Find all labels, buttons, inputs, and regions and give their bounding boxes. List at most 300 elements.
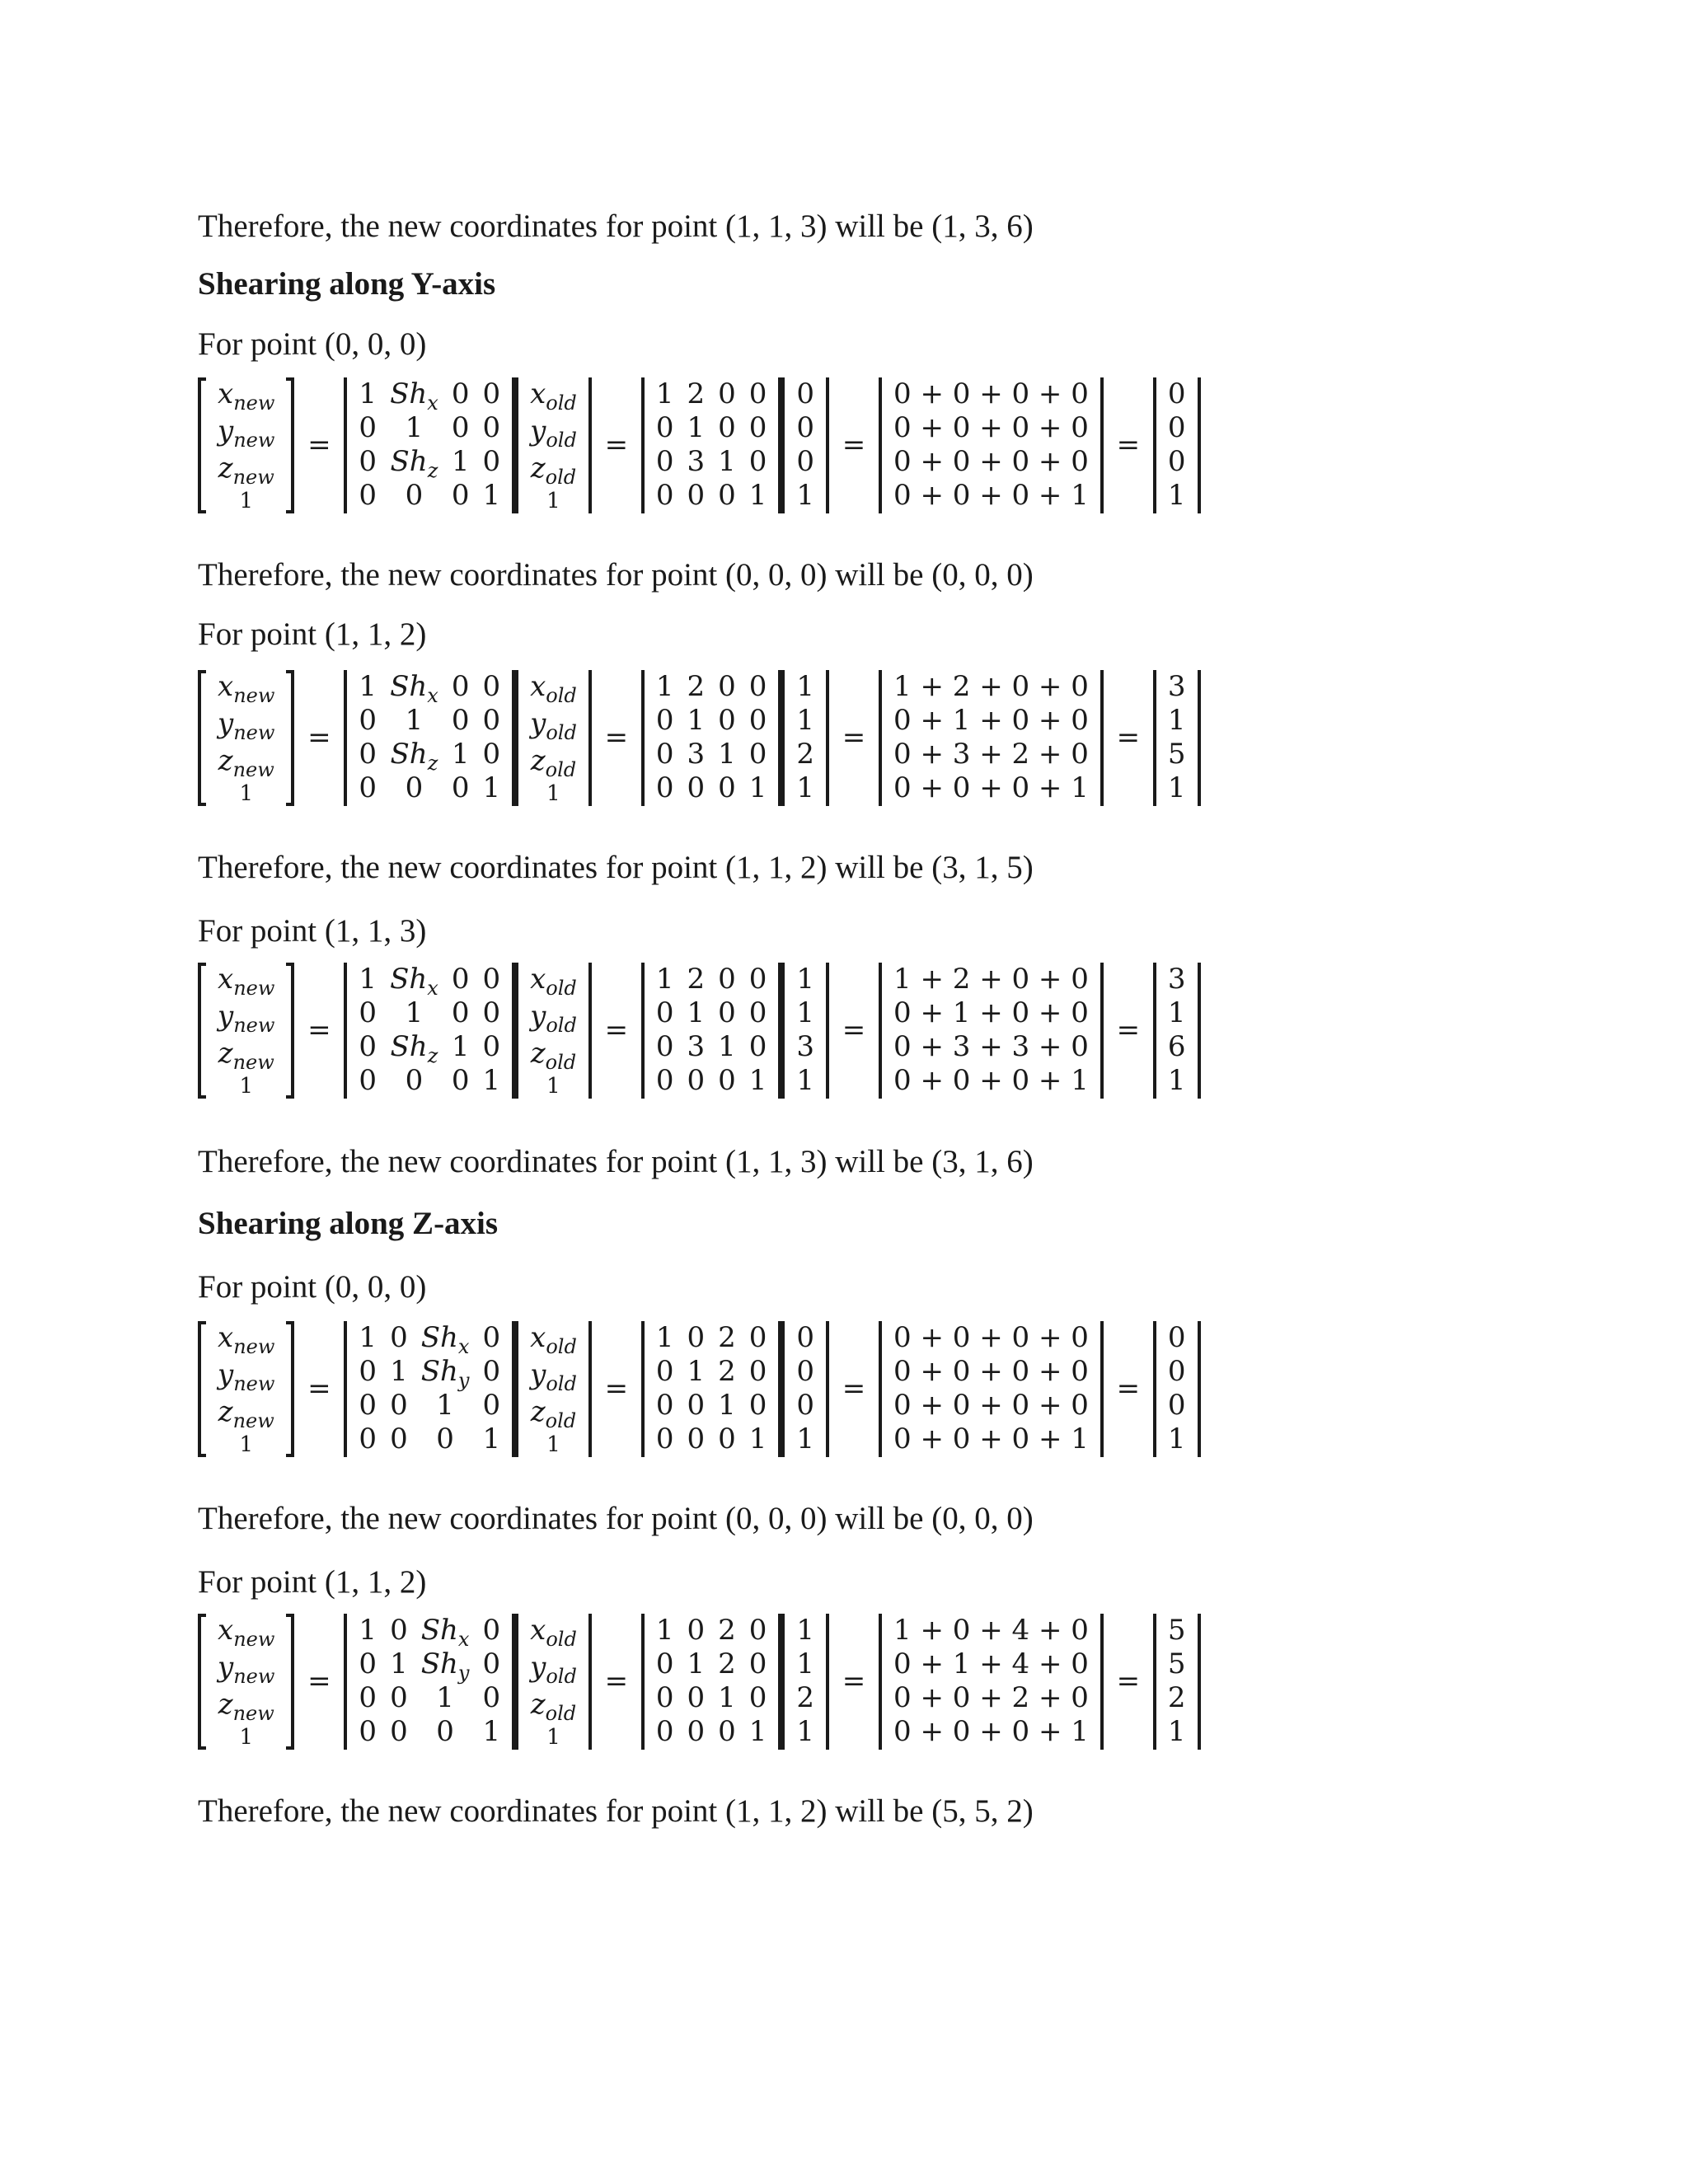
new-coordinates-vector-cell: $z_{new}$ (218, 451, 274, 489)
result-vector-cell: 0 (1167, 1354, 1186, 1388)
shear-matrix-cell: 0 (390, 1389, 408, 1422)
numeric-shear-matrix-cell: 1 (718, 1389, 736, 1422)
shear-matrix-cell: 0 (482, 1030, 501, 1064)
numeric-shear-matrix-cell: 0 (655, 445, 674, 479)
result-vector-cells (1156, 963, 1198, 1099)
result-vector (1153, 377, 1201, 513)
numeric-shear-matrix-cell: 0 (655, 771, 674, 805)
shear-matrix (344, 1321, 515, 1457)
point-vector (781, 670, 829, 806)
new-coordinates-vector-cell: $z_{new}$ (218, 1687, 274, 1725)
old-coordinates-vector-cell: $z_{old}$ (530, 1394, 577, 1432)
numeric-shear-matrix-cells (645, 1321, 779, 1457)
shear-matrix-cells (347, 963, 512, 1099)
numeric-shear-matrix-cell: 0 (748, 1320, 767, 1354)
sum-vector-cells (882, 377, 1100, 513)
shear-matrix-cell: 0 (482, 1613, 501, 1647)
numeric-shear-matrix-cell: 0 (655, 703, 674, 737)
old-coordinates-vector (515, 1321, 592, 1457)
point-vector (781, 1321, 829, 1457)
old-coordinates-vector-cell: 1 (546, 1073, 560, 1099)
new-coordinates-vector-cell: $z_{new}$ (218, 1394, 274, 1432)
sum-vector-cell: 0 + 0 + 0 + 1 (893, 1064, 1089, 1098)
numeric-shear-matrix-cell: 0 (718, 996, 736, 1029)
shear-matrix-cell: 0 (359, 1389, 377, 1422)
numeric-shear-matrix-cell: 0 (687, 1064, 706, 1098)
shear-matrix-cell: 1 (359, 1613, 377, 1647)
numeric-shear-matrix-cell: 0 (748, 996, 767, 1029)
result-vector-cell: 0 (1167, 445, 1186, 479)
new-coordinates-vector-cells (206, 1614, 286, 1750)
equals-sign: = (842, 721, 866, 754)
old-coordinates-vector-cell: $y_{old}$ (530, 1650, 577, 1688)
point-vector-cell: 1 (796, 703, 815, 737)
result-vector-cell: 2 (1167, 1681, 1186, 1715)
shear-matrix-cell: 0 (436, 1715, 454, 1749)
paragraph: Therefore, the new coordinates for point (0, 0, 0) will be (0, 0, 0) (198, 1501, 1034, 1536)
result-vector (1153, 670, 1201, 806)
sum-vector-right-bracket (1100, 670, 1104, 806)
new-coordinates-vector-cell: 1 (239, 488, 253, 513)
shear-matrix-cell: 0 (482, 410, 501, 444)
new-coordinates-vector-left-bracket (198, 1321, 206, 1457)
numeric-shear-matrix-cell: 0 (655, 1030, 674, 1064)
old-coordinates-vector-cell: $z_{old}$ (530, 1036, 577, 1074)
result-vector-cell: 1 (1167, 771, 1186, 805)
new-coordinates-vector (198, 377, 294, 513)
point-vector-cell: 1 (796, 1715, 815, 1749)
numeric-shear-matrix-cell: 0 (687, 1389, 706, 1422)
numeric-shear-matrix-cell: 0 (655, 738, 674, 771)
new-coordinates-vector-right-bracket (286, 1321, 294, 1457)
numeric-shear-matrix-cell: 1 (687, 410, 706, 444)
shear-matrix (344, 1614, 515, 1750)
point-vector-cell: 1 (796, 1613, 815, 1647)
numeric-shear-matrix (641, 670, 782, 806)
sum-vector-cell: 0 + 1 + 4 + 0 (893, 1647, 1089, 1680)
shear-matrix-cell: 0 (390, 1681, 408, 1715)
numeric-shear-matrix-cell: 0 (748, 1681, 767, 1715)
point-vector-cell: 0 (796, 1389, 815, 1422)
numeric-shear-matrix-cell: 0 (718, 703, 736, 737)
shear-matrix-cell: 1 (405, 410, 424, 444)
result-vector-cell: 3 (1167, 962, 1186, 996)
result-vector-cell: 1 (1167, 1715, 1186, 1749)
numeric-shear-matrix-cell: 0 (687, 1320, 706, 1354)
result-vector (1153, 1614, 1201, 1750)
shear-matrix-cell: 1 (482, 1422, 501, 1456)
sum-vector (879, 963, 1104, 1099)
result-vector-cells (1156, 1321, 1198, 1457)
point-vector-right-bracket (826, 1321, 829, 1457)
shear-matrix-cell: 0 (482, 1320, 501, 1354)
new-coordinates-vector-left-bracket (198, 1614, 206, 1750)
numeric-shear-matrix-cell: 0 (748, 445, 767, 479)
shear-matrix-cell: 0 (482, 738, 501, 771)
new-coordinates-vector-cell: $y_{new}$ (218, 414, 275, 452)
numeric-shear-matrix-cell: 1 (718, 1681, 736, 1715)
sum-vector-right-bracket (1100, 377, 1104, 513)
shear-matrix-cell: 0 (405, 479, 424, 513)
result-vector-cell: 0 (1167, 377, 1186, 410)
new-coordinates-vector-cell: $y_{new}$ (218, 706, 275, 744)
sum-vector-right-bracket (1100, 963, 1104, 1099)
shear-matrix-cell: 0 (482, 445, 501, 479)
point-vector-cell: 1 (796, 996, 815, 1029)
equals-sign: = (604, 721, 629, 754)
paragraph: For point (0, 0, 0) (198, 326, 427, 362)
numeric-shear-matrix-cell: 0 (718, 1422, 736, 1456)
shear-matrix-cell: $Sh_z$ (390, 738, 438, 775)
shear-matrix-cell: 1 (436, 1389, 454, 1422)
shear-matrix-cell: 0 (405, 1064, 424, 1098)
matrix-equation (198, 668, 1269, 808)
shear-matrix-cell: 0 (451, 410, 470, 444)
shear-matrix-cell: 0 (482, 1681, 501, 1715)
sum-vector-cells (882, 1321, 1100, 1457)
numeric-shear-matrix-cell: 0 (655, 1715, 674, 1749)
point-vector-right-bracket (826, 963, 829, 1099)
sum-vector-cell: 0 + 0 + 0 + 0 (893, 1320, 1089, 1354)
new-coordinates-vector (198, 963, 294, 1099)
shear-matrix-cell: 0 (451, 669, 470, 703)
old-coordinates-vector-right-bracket (588, 1321, 592, 1457)
shear-matrix-cell: 0 (451, 962, 470, 996)
numeric-shear-matrix-cell: 0 (655, 1064, 674, 1098)
point-vector (781, 1614, 829, 1750)
point-vector-cell: 1 (796, 1422, 815, 1456)
numeric-shear-matrix-cell: 0 (718, 377, 736, 410)
new-coordinates-vector-right-bracket (286, 377, 294, 513)
sum-vector (879, 670, 1104, 806)
point-vector-right-bracket (826, 377, 829, 513)
numeric-shear-matrix-cell: 1 (687, 703, 706, 737)
shear-matrix-cell: 1 (482, 479, 501, 513)
shear-matrix-cell: 0 (482, 1389, 501, 1422)
point-vector-right-bracket (826, 670, 829, 806)
numeric-shear-matrix-cell: 1 (748, 1422, 767, 1456)
shear-matrix-cell: 0 (482, 377, 501, 410)
old-coordinates-vector-cell: $z_{old}$ (530, 1687, 577, 1725)
numeric-shear-matrix-cell: 3 (687, 738, 706, 771)
shear-matrix-cell: $Sh_x$ (390, 962, 438, 1000)
shear-matrix-cell: 1 (451, 1030, 470, 1064)
paragraph: For point (1, 1, 2) (198, 1564, 427, 1600)
new-coordinates-vector-right-bracket (286, 1614, 294, 1750)
numeric-shear-matrix-cell: 0 (655, 479, 674, 513)
point-vector-cell: 0 (796, 377, 815, 410)
sum-vector-cell: 1 + 2 + 0 + 0 (893, 962, 1089, 996)
shear-matrix-cell: 0 (451, 1064, 470, 1098)
old-coordinates-vector-cell: $y_{old}$ (530, 706, 577, 744)
sum-vector-cell: 1 + 2 + 0 + 0 (893, 669, 1089, 703)
shear-matrix-cell: 0 (359, 445, 377, 479)
result-vector-right-bracket (1198, 670, 1201, 806)
result-vector-cells (1156, 1614, 1198, 1750)
numeric-shear-matrix-cell: 1 (748, 771, 767, 805)
result-vector-cell: 1 (1167, 479, 1186, 513)
result-vector-cell: 6 (1167, 1030, 1186, 1064)
shear-matrix-cell: 0 (359, 1354, 377, 1388)
numeric-shear-matrix-cell: 1 (718, 445, 736, 479)
shear-matrix-cell: 0 (359, 771, 377, 805)
paragraph: For point (1, 1, 3) (198, 913, 427, 949)
point-vector-cell: 3 (796, 1030, 815, 1064)
equals-sign: = (604, 1665, 629, 1698)
point-vector-cells (785, 1614, 826, 1750)
sum-vector-cell: 0 + 0 + 0 + 1 (893, 479, 1089, 513)
numeric-shear-matrix-cells (645, 670, 779, 806)
shear-matrix-cell: 0 (451, 479, 470, 513)
shear-matrix (344, 670, 515, 806)
shear-matrix-cells (347, 1321, 512, 1457)
shear-matrix-cell: 0 (451, 771, 470, 805)
sum-vector-cell: 0 + 0 + 0 + 1 (893, 1422, 1089, 1456)
sum-vector (879, 1321, 1104, 1457)
shear-matrix-cell: 0 (359, 1422, 377, 1456)
numeric-shear-matrix-cell: 0 (718, 1715, 736, 1749)
new-coordinates-vector-left-bracket (198, 963, 206, 1099)
new-coordinates-vector-cells (206, 377, 286, 513)
shear-matrix-cell: 1 (482, 1715, 501, 1749)
matrix-equation (198, 375, 1269, 515)
shear-matrix (344, 377, 515, 513)
result-vector-cell: 0 (1167, 1389, 1186, 1422)
new-coordinates-vector-cell: $y_{new}$ (218, 1357, 275, 1395)
shear-matrix-cell: $Sh_z$ (390, 1030, 438, 1067)
new-coordinates-vector-cell: 1 (239, 1724, 253, 1750)
point-vector-cell: 2 (796, 1681, 815, 1715)
point-vector-cells (785, 377, 826, 513)
shear-matrix-cell: 0 (482, 669, 501, 703)
shear-matrix-cell: 0 (451, 996, 470, 1029)
shear-matrix-cell: 1 (359, 669, 377, 703)
new-coordinates-vector-cell: 1 (239, 1432, 253, 1457)
numeric-shear-matrix-cell: 0 (718, 962, 736, 996)
new-coordinates-vector-cell: $y_{new}$ (218, 1650, 275, 1688)
new-coordinates-vector-cell: 1 (239, 1073, 253, 1099)
point-vector-cell: 1 (796, 669, 815, 703)
sum-vector-cell: 1 + 0 + 4 + 0 (893, 1613, 1089, 1647)
point-vector-cell: 1 (796, 479, 815, 513)
new-coordinates-vector-left-bracket (198, 377, 206, 513)
new-coordinates-vector-cells (206, 670, 286, 806)
numeric-shear-matrix-cell: 0 (687, 1422, 706, 1456)
result-vector-cells (1156, 377, 1198, 513)
sum-vector-cell: 0 + 0 + 0 + 0 (893, 1354, 1089, 1388)
point-vector-cell: 0 (796, 1354, 815, 1388)
equals-sign: = (307, 1665, 331, 1698)
numeric-shear-matrix-cell: 0 (687, 479, 706, 513)
paragraph: Therefore, the new coordinates for point (1, 1, 3) will be (3, 1, 6) (198, 1144, 1034, 1179)
numeric-shear-matrix-cell: 0 (748, 377, 767, 410)
old-coordinates-vector-cell: 1 (546, 1432, 560, 1457)
numeric-shear-matrix-cell: 0 (748, 962, 767, 996)
sum-vector-cell: 0 + 1 + 0 + 0 (893, 996, 1089, 1029)
point-vector-cell: 1 (796, 962, 815, 996)
sum-vector-cell: 0 + 0 + 0 + 0 (893, 1389, 1089, 1422)
equals-sign: = (1116, 1014, 1141, 1047)
sum-vector-cells (882, 963, 1100, 1099)
shear-matrix-cell: 0 (359, 996, 377, 1029)
shear-matrix-cell: 0 (482, 1354, 501, 1388)
equals-sign: = (307, 721, 331, 754)
numeric-shear-matrix (641, 1321, 782, 1457)
old-coordinates-vector-cells (518, 1321, 588, 1457)
equals-sign: = (1116, 721, 1141, 754)
equals-sign: = (307, 1372, 331, 1405)
numeric-shear-matrix-cell: 0 (655, 996, 674, 1029)
equals-sign: = (842, 1665, 866, 1698)
sum-vector-right-bracket (1100, 1614, 1104, 1750)
numeric-shear-matrix-cell: 3 (687, 445, 706, 479)
numeric-shear-matrix-cell: 2 (718, 1613, 736, 1647)
shear-matrix-cell: 0 (482, 962, 501, 996)
old-coordinates-vector-cell: 1 (546, 488, 560, 513)
shear-matrix-cell: 0 (451, 377, 470, 410)
sum-vector-cells (882, 670, 1100, 806)
equals-sign: = (604, 1372, 629, 1405)
shear-matrix-cell: 0 (405, 771, 424, 805)
shear-matrix-cell: 1 (390, 1647, 408, 1680)
shear-matrix-cell: 1 (359, 962, 377, 996)
numeric-shear-matrix (641, 1614, 782, 1750)
equals-sign: = (1116, 1372, 1141, 1405)
numeric-shear-matrix-cell: 2 (718, 1320, 736, 1354)
result-vector-cell: 5 (1167, 1613, 1186, 1647)
sum-vector-cells (882, 1614, 1100, 1750)
old-coordinates-vector-cells (518, 377, 588, 513)
new-coordinates-vector-cell: $x_{new}$ (218, 1613, 275, 1651)
result-vector-right-bracket (1198, 1614, 1201, 1750)
point-vector-cell: 1 (796, 1064, 815, 1098)
shear-matrix-cells (347, 377, 512, 513)
shear-matrix-cell: 0 (390, 1613, 408, 1647)
old-coordinates-vector-cell: $x_{old}$ (530, 1320, 577, 1358)
sum-vector-cell: 0 + 3 + 2 + 0 (893, 738, 1089, 771)
section-heading: Shearing along Z-axis (198, 1206, 499, 1241)
new-coordinates-vector-cell: $z_{new}$ (218, 743, 274, 781)
old-coordinates-vector-cell: $z_{old}$ (530, 451, 577, 489)
numeric-shear-matrix-cell: 0 (687, 771, 706, 805)
shear-matrix-cell: $Sh_y$ (420, 1647, 470, 1685)
point-vector-cell: 0 (796, 445, 815, 479)
point-vector (781, 377, 829, 513)
result-vector-cell: 0 (1167, 410, 1186, 444)
result-vector-cells (1156, 670, 1198, 806)
equals-sign: = (842, 1372, 866, 1405)
result-vector-cell: 1 (1167, 1422, 1186, 1456)
numeric-shear-matrix-cell: 0 (748, 1613, 767, 1647)
shear-matrix-cell: 0 (390, 1320, 408, 1354)
numeric-shear-matrix-cell: 0 (655, 1389, 674, 1422)
numeric-shear-matrix-cells (645, 377, 779, 513)
shear-matrix-cell: 0 (359, 703, 377, 737)
shear-matrix-cells (347, 670, 512, 806)
matrix-equation (198, 1611, 1269, 1751)
paragraph: Therefore, the new coordinates for point (0, 0, 0) will be (0, 0, 0) (198, 557, 1034, 593)
sum-vector-cell: 0 + 0 + 2 + 0 (893, 1681, 1089, 1715)
shear-matrix-cell: 1 (482, 771, 501, 805)
numeric-shear-matrix-cell: 0 (748, 703, 767, 737)
numeric-shear-matrix-cell: 0 (718, 669, 736, 703)
sum-vector-cell: 0 + 0 + 0 + 1 (893, 1715, 1089, 1749)
shear-matrix-cell: $Sh_z$ (390, 445, 438, 482)
point-vector-cell: 1 (796, 1647, 815, 1680)
numeric-shear-matrix-cell: 1 (748, 479, 767, 513)
shear-matrix-cell: 1 (359, 377, 377, 410)
shear-matrix-cell: $Sh_y$ (420, 1354, 470, 1392)
old-coordinates-vector-right-bracket (588, 670, 592, 806)
new-coordinates-vector-cell: $x_{new}$ (218, 962, 275, 1000)
new-coordinates-vector-cells (206, 963, 286, 1099)
result-vector-right-bracket (1198, 1321, 1201, 1457)
result-vector-cell: 1 (1167, 1064, 1186, 1098)
new-coordinates-vector-right-bracket (286, 670, 294, 806)
numeric-shear-matrix-cell: 0 (748, 1389, 767, 1422)
old-coordinates-vector-cells (518, 1614, 588, 1750)
old-coordinates-vector-cell: $x_{old}$ (530, 1613, 577, 1651)
point-vector-cells (785, 670, 826, 806)
numeric-shear-matrix-cell: 0 (687, 1613, 706, 1647)
result-vector-cell: 5 (1167, 1647, 1186, 1680)
numeric-shear-matrix-cell: 0 (718, 479, 736, 513)
new-coordinates-vector-cell: $z_{new}$ (218, 1036, 274, 1074)
point-vector-cell: 0 (796, 410, 815, 444)
shear-matrix-cell: 0 (359, 1030, 377, 1064)
equals-sign: = (842, 1014, 866, 1047)
equals-sign: = (1116, 429, 1141, 462)
numeric-shear-matrix-cell: 0 (718, 410, 736, 444)
old-coordinates-vector-right-bracket (588, 1614, 592, 1750)
shear-matrix-cell: 1 (390, 1354, 408, 1388)
shear-matrix-cells (347, 1614, 512, 1750)
paragraph: For point (0, 0, 0) (198, 1269, 427, 1305)
new-coordinates-vector-cell: $x_{new}$ (218, 669, 275, 707)
shear-matrix-cell: 0 (390, 1422, 408, 1456)
old-coordinates-vector (515, 377, 592, 513)
paragraph: Therefore, the new coordinates for point (1, 1, 3) will be (1, 3, 6) (198, 209, 1034, 244)
equals-sign: = (307, 1014, 331, 1047)
new-coordinates-vector-cell: $y_{new}$ (218, 999, 275, 1037)
shear-matrix-cell: $Sh_x$ (390, 669, 438, 707)
shear-matrix-cell: 0 (359, 738, 377, 771)
numeric-shear-matrix-cell: 1 (655, 377, 674, 410)
numeric-shear-matrix-cell: 1 (718, 1030, 736, 1064)
point-vector-cells (785, 963, 826, 1099)
old-coordinates-vector (515, 670, 592, 806)
old-coordinates-vector-cell: 1 (546, 780, 560, 806)
sum-vector (879, 1614, 1104, 1750)
numeric-shear-matrix (641, 963, 782, 1099)
shear-matrix-cell: 0 (359, 1681, 377, 1715)
new-coordinates-vector-cells (206, 1321, 286, 1457)
shear-matrix-cell: $Sh_x$ (420, 1613, 470, 1651)
shear-matrix-cell: $Sh_x$ (390, 377, 438, 415)
old-coordinates-vector (515, 1614, 592, 1750)
shear-matrix-cell: 0 (359, 1647, 377, 1680)
numeric-shear-matrix-cell: 0 (718, 1064, 736, 1098)
sum-vector (879, 377, 1104, 513)
equals-sign: = (842, 429, 866, 462)
old-coordinates-vector-cell: $x_{old}$ (530, 962, 577, 1000)
result-vector-right-bracket (1198, 377, 1201, 513)
result-vector-cell: 1 (1167, 703, 1186, 737)
new-coordinates-vector-cell: $x_{new}$ (218, 377, 275, 415)
result-vector-cell: 0 (1167, 1320, 1186, 1354)
new-coordinates-vector (198, 670, 294, 806)
numeric-shear-matrix-cell: 1 (687, 996, 706, 1029)
